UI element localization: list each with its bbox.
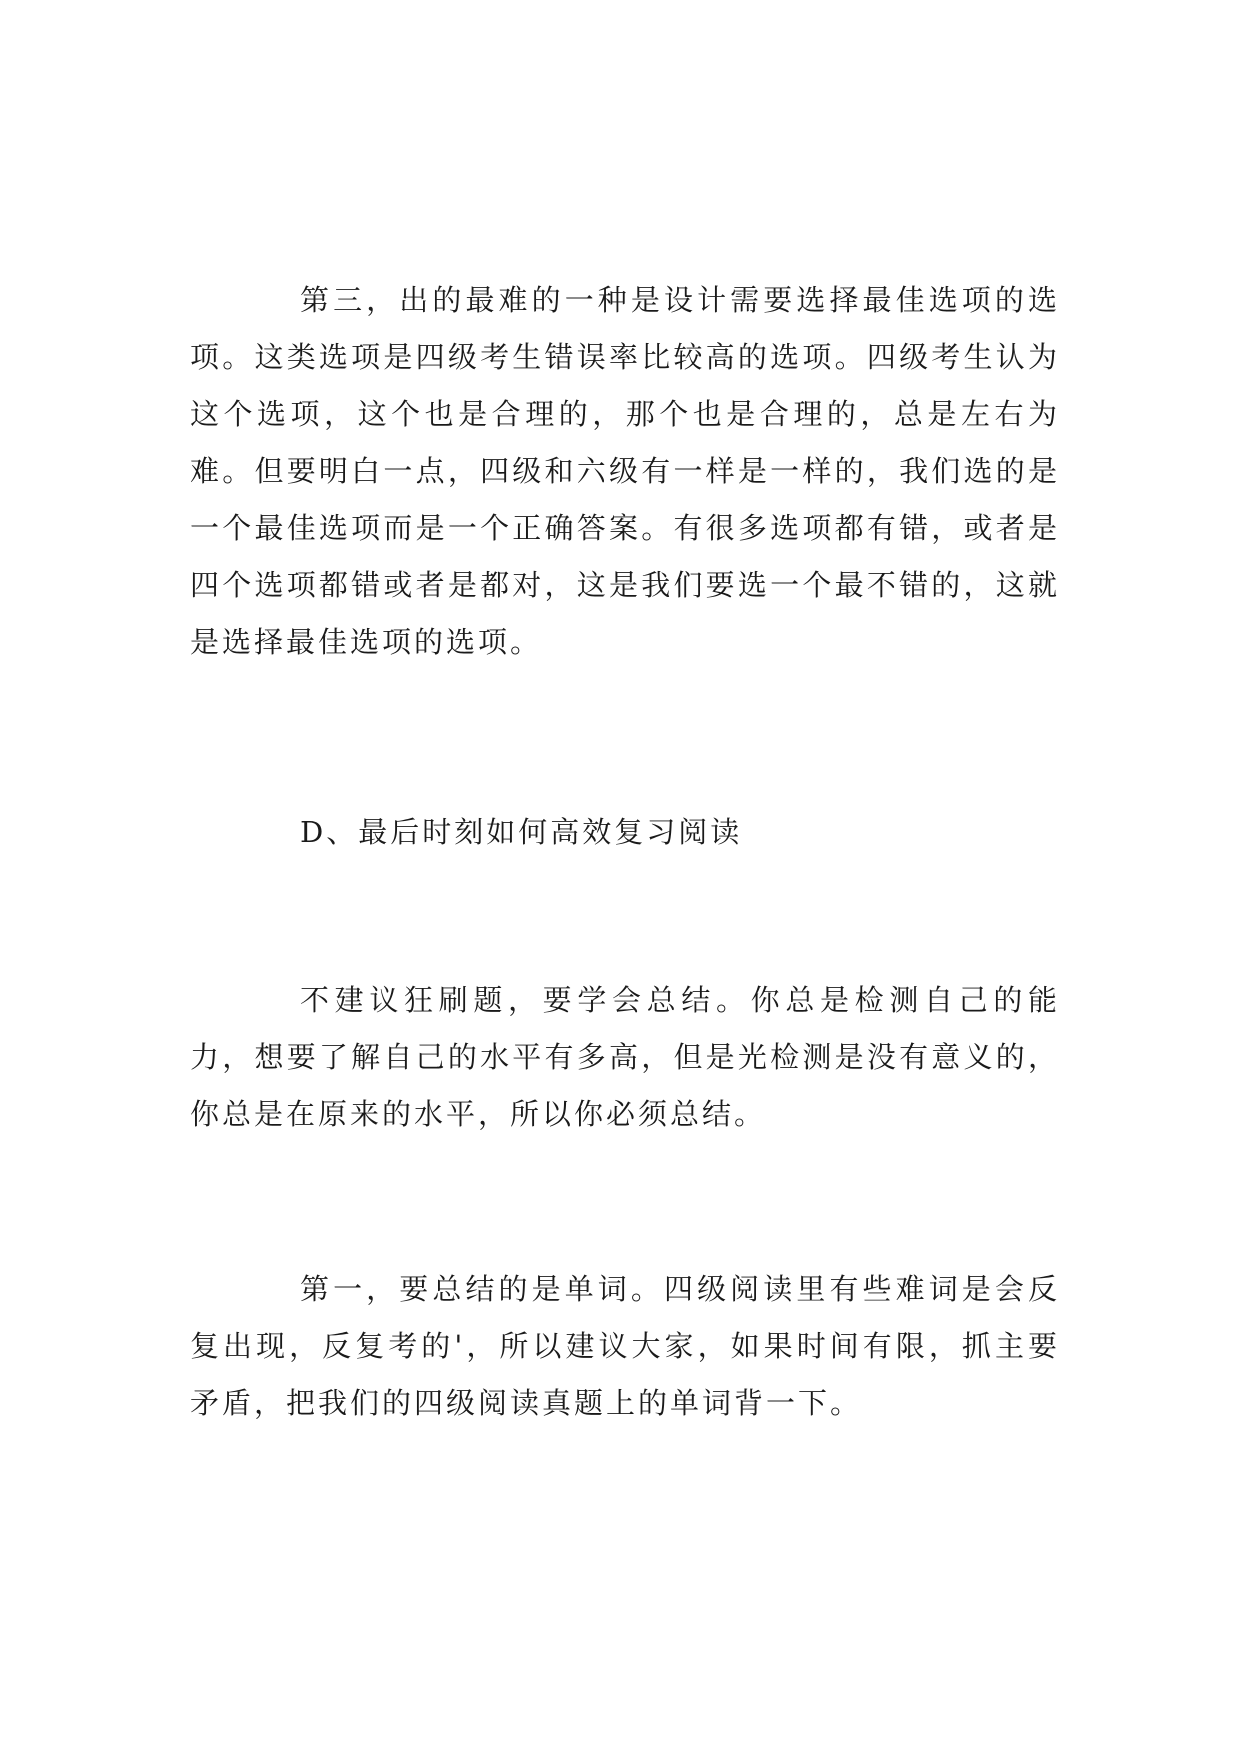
- paragraph-summarize-advice: 不建议狂刷题，要学会总结。你总是检测自己的能力，想要了解自己的水平有多高，但是光检测是没有意义的，你总是在原来的水平，所以你必须总结。: [190, 983, 1060, 1131]
- paragraph-choose-best-option: 第三，出的最难的一种是设计需要选择最佳选项的选项。这类选项是四级考生错误率比较高的选项。四级考生认为这个选项，这个也是合理的，那个也是合理的，总是左右为难。但要明白一点，四级和六级有一样是一样的，我们选的是一个最佳选项而是一个正确答案。有很多选项都有错，或者是四个选项都错或者是都对，这是我们要选一个最不错的，这就是选择最佳选项的选项。: [190, 283, 1060, 659]
- section-heading: D、最后时刻如何高效复习阅读: [300, 815, 743, 849]
- paragraph-vocabulary-summary: 第一，要总结的是单词。四级阅读里有些难词是会反复出现，反复考的'，所以建议大家，如果时间有限，抓主要矛盾，把我们的四级阅读真题上的单词背一下。: [190, 1272, 1060, 1420]
